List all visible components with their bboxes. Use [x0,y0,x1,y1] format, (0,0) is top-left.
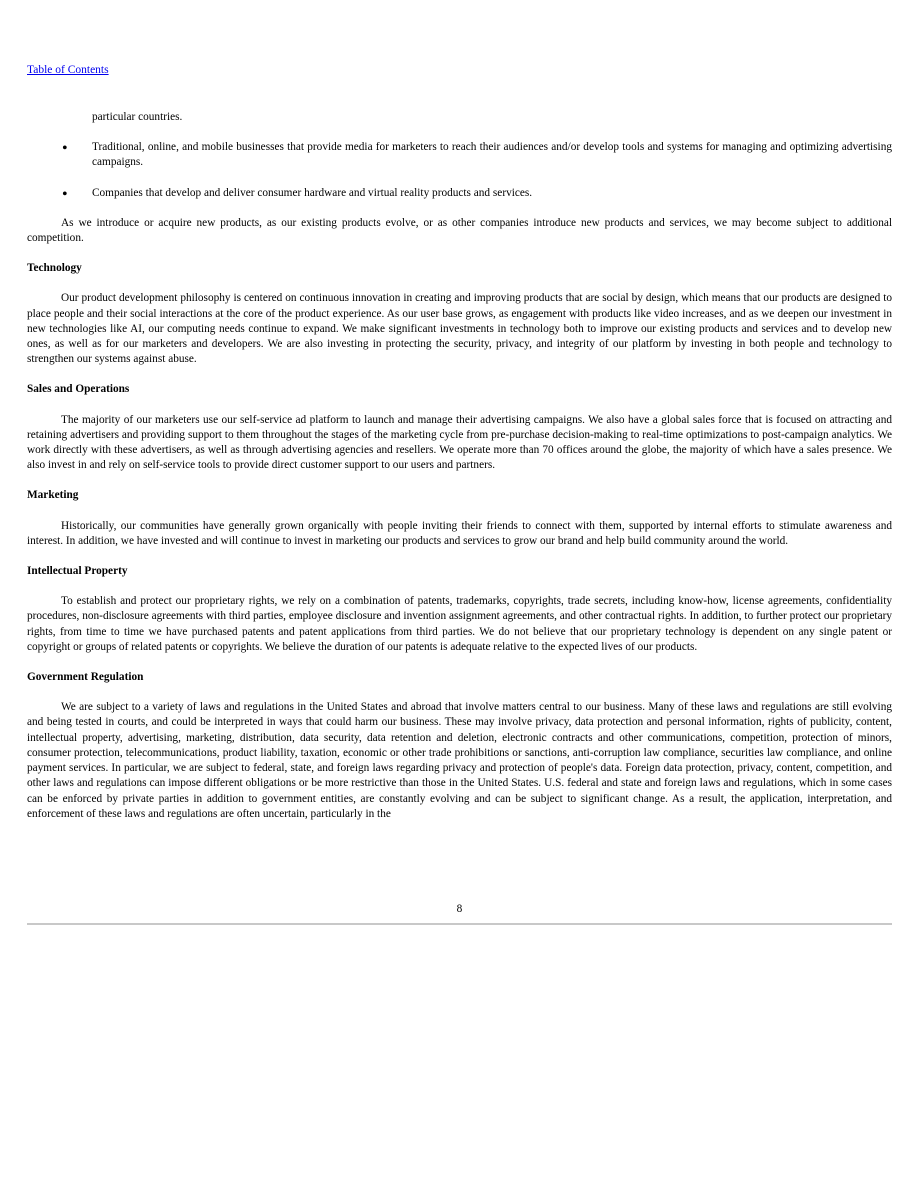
section-heading-government-regulation: Government Regulation [27,671,144,684]
marketing-paragraph: Historically, our communities have generally grown organically with people inviting their friends to connect with them, supported by internal efforts to stimulate awareness and interest. In addition, we have invested and will continue to invest in marketing our products and services to grow our brand and help build community around the world. [27,519,892,547]
government-regulation-paragraph: We are subject to a variety of laws and regulations in the United States and abroad that involve matters central to our business. Many of these laws and regulations are still evolving and being tested in courts, and could be interpreted in ways that could harm our business. These may involve privacy, data protection and personal information, rights of publicity, content, intellectual property, advertising, marketing, distribution, data security, data retention and deletion, electronic contracts and other communications, competition, protection of minors, consumer protection, telecommunications, product liability, taxation, economic or other trade prohibitions or sanctions, anti-corruption law compliance, securities law compliance, and online payment services. In particular, we are subject to federal, state, and foreign laws regarding privacy and protection of people's data. Foreign data protection, privacy, content, competition, and other laws and regulations can impose different obligations or be more restrictive than those in the United States. U.S. federal and state and foreign laws and regulations, which in some cases can be enforced by private parties in addition to government entities, are constantly evolving and can be subject to significant change. As a result, the application, interpretation, and enforcement of these laws and regulations are often uncertain, particularly in the [27,701,892,820]
page-divider [27,923,892,925]
continued-text: particular countries. [92,111,183,123]
bullet-item [27,140,892,170]
section-heading-intellectual-property: Intellectual Property [27,565,128,578]
section-heading-technology: Technology [27,262,82,275]
bullet-icon: • [62,185,68,203]
sales-paragraph: The majority of our marketers use our self-service ad platform to launch and manage their advertising campaigns. We also have a global sales force that is focused on attracting and retaining advertisers and providing support to them throughout the stages of the marketing cycle from pre-purchase decision-making to real-time optimizations to post-campaign analytics. We work directly with these advertisers, as well as through advertising agencies and resellers. We operate more than 70 offices around the globe, the majority of which have a sales presence. We also invest in and rely on self-service tools to provide direct customer support to our users and partners. [27,413,892,472]
bullet-icon: • [62,140,68,158]
page-number: 8 [456,903,463,915]
bullet-item [27,186,892,201]
bullet-text: Traditional, online, and mobile businesses that provide media for marketers to reach their audiences and/or develop tools and systems for managing and optimizing advertising campaigns. [92,141,892,169]
technology-paragraph: Our product development philosophy is centered on continuous innovation in creating and improving products that are social by design, which means that our products are designed to place people and their social interactions at the core of the product experience. As our user base grows, as engagement with products like video increases, and as we deepen our investment in new technologies like AI, our computing needs continue to expand. We make significant investments in technology both to improve our existing products and services and to develop new ones, as well as for our marketers and developers. We are also investing in protecting the security, privacy, and integrity of our platform by investing in both people and technology to strengthen our systems against abuse. [27,292,892,366]
bullet-text: Companies that develop and deliver consumer hardware and virtual reality products and services. [92,186,533,199]
section-heading-marketing: Marketing [27,489,79,502]
section-heading-sales: Sales and Operations [27,383,130,396]
competition-closing-paragraph: As we introduce or acquire new products, as our existing products evolve, or as other companies introduce new products and services, we may become subject to additional competition. [27,216,892,245]
table-of-contents-link[interactable]: Table of Contents [27,64,109,76]
page-content [27,110,892,837]
intellectual-property-paragraph: To establish and protect our proprietary rights, we rely on a combination of patents, trademarks, copyrights, trade secrets, including know-how, license agreements, confidentiality procedures, non-disclosure agreements with third parties, employee disclosure and invention assignment agreements, and other contractual rights. In addition, to further protect our proprietary rights, from time to time we have purchased patents and patent applications from third parties. We do not believe that our proprietary technology is dependent on any single patent or copyright or groups of related patents or copyrights. We believe the duration of our patents is adequate relative to the expected lives of our products. [27,595,892,653]
